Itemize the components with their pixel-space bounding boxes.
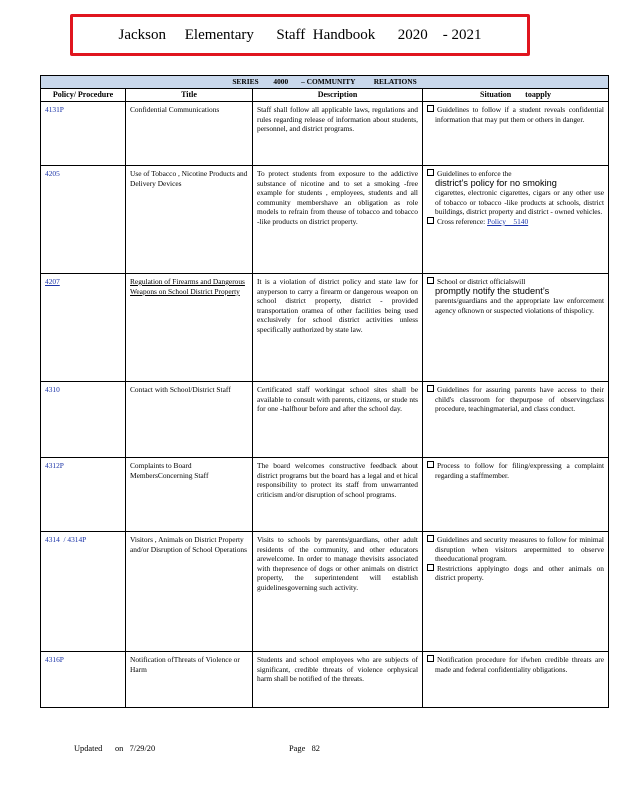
updated-date: 7/29/20 [129,744,156,753]
table-row [41,652,609,708]
checkbox-icon [427,461,434,468]
policy-title: Contact with School/District Staff [130,385,231,394]
table-row [41,532,609,652]
series-header-row [41,76,609,89]
col-header-description: Description [253,89,423,102]
checkbox-icon [427,535,434,542]
policy-title: Use of Tobacco , Nicotine Products and Delivery Devices [130,169,248,188]
page-number: 82 [311,744,320,753]
policy-title: Complaints to Board MembersConcerning Staff [130,461,209,480]
table-row [41,382,609,458]
policy-number[interactable]: 4131P [45,105,64,114]
checkbox-icon [427,105,434,112]
policy-number[interactable]: 4312P [45,461,64,470]
situation-item: Guidelines for assuring parents have access to their child's classroom for thepurpose of observingclass procedure, teachingmaterial, and class conduct. [427,385,604,414]
situation-item: School or district officialswill promptly notify the student’s parents/guardians and the appropriate law enforcement agency ofknown or suspected violations of thispolicy. [427,277,604,315]
situation-item: Notification procedure for ifwhen credible threats are made and federal confidentiality obligations. [427,655,604,674]
checkbox-icon [427,385,434,392]
situation-item: Guidelines to follow if a student reveals confidential information that may put them or others in danger. [427,105,604,124]
col-header-situation: Situation toapply [423,89,609,102]
checkbox-icon [427,217,434,224]
policy-title: Confidential Communications [130,105,220,114]
policy-title: Regulation of Firearms and Dangerous Weapons on School District Property [130,277,245,296]
policy-description: Staff shall follow all applicable laws, regulations and rules regarding release of information about students, personnel, and district programs. [257,105,418,134]
policy-description: The board welcomes constructive feedback about district programs but the board has a legal and et hical responsibility to protect its staff from unwarranted criticism and/or disruption of school programs. [257,461,418,499]
policy-number[interactable]: 4207 [45,277,60,286]
checkbox-icon [427,655,434,662]
policy-description: To protect students from exposure to the addictive substance of nicotine and to set a smoking -free example for students , employees, students and all community membershave an obligation as role models to refrain from theuse of tobacco and tobacco -like products on district property. [257,169,418,226]
checkbox-icon [427,277,434,284]
table-row [41,166,609,274]
policy-description: Students and school employees who are subjects of significant, credible threats of violence orphysical harm shall be notified of the threats. [257,655,418,684]
situation-item: Guidelines to enforce the district’s policy for no smoking cigarettes, electronic cigarettes, cigars or any other use of tobacco or tobacco -like products at schools, district buildings, district property and district - owned vehicles. [427,169,604,217]
policy-title: Visitors , Animals on District Property and/or Disruption of School Operations [130,535,248,554]
policy-number[interactable]: 4314 / 4314P [45,535,87,544]
col-header-title: Title [126,89,253,102]
column-header-row [41,89,609,102]
cross-reference-link[interactable]: Policy 5140 [487,216,529,226]
policy-number[interactable]: 4205 [45,169,60,178]
table-row [41,102,609,166]
table-row [41,458,609,532]
table-row [41,274,609,382]
policy-table [40,75,609,708]
checkbox-icon [427,169,434,176]
footer-updated: Updated on 7/29/20 [74,744,156,753]
handbook-title-box [70,14,530,56]
handbook-title: Jackson Elementary Staff Handbook 2020 - 2021 [118,26,482,43]
footer-page-number: Page 82 [289,744,320,753]
situation-item: Process to follow for filing/expressing a complaint regarding a staffmember. [427,461,604,480]
policy-number[interactable]: 4316P [45,655,64,664]
situation-item: Guidelines and security measures to follow for minimal disruption when visitors arepermitted to observe theeducational program. [427,535,604,564]
policy-title: Notification ofThreats of Violence or Harm [130,655,240,674]
checkbox-icon [427,564,434,571]
policy-number[interactable]: 4310 [45,385,60,394]
policy-description: Certificated staff workingat school sites shall be available to consult with parents, citizens, or stude nts for one -halfhour before and after the school day. [257,385,418,414]
policy-description: Visits to schools by parents/guardians, other adult residents of the community, and other educators arewelcome. In order to manage thevisits associated with thepresence of dogs or other animals on district property, the superintendent will establish guidelinesgoverning such activity. [257,535,418,592]
col-header-policy: Policy/ Procedure [41,89,126,102]
situation-item: Restrictions applyingto dogs and other animals on district property. [427,564,604,583]
policy-description: It is a violation of district policy and state law for anyperson to carry a firearm or dangerous weapon on school district property, district - provided transportation oramea of other facilities being used exclusively for school district activities unless specifically authorized by state law. [257,277,418,334]
series-heading: SERIES 4000 – COMMUNITY RELATIONS [41,76,609,89]
situation-item: Cross reference: Policy 5140 [427,217,604,227]
